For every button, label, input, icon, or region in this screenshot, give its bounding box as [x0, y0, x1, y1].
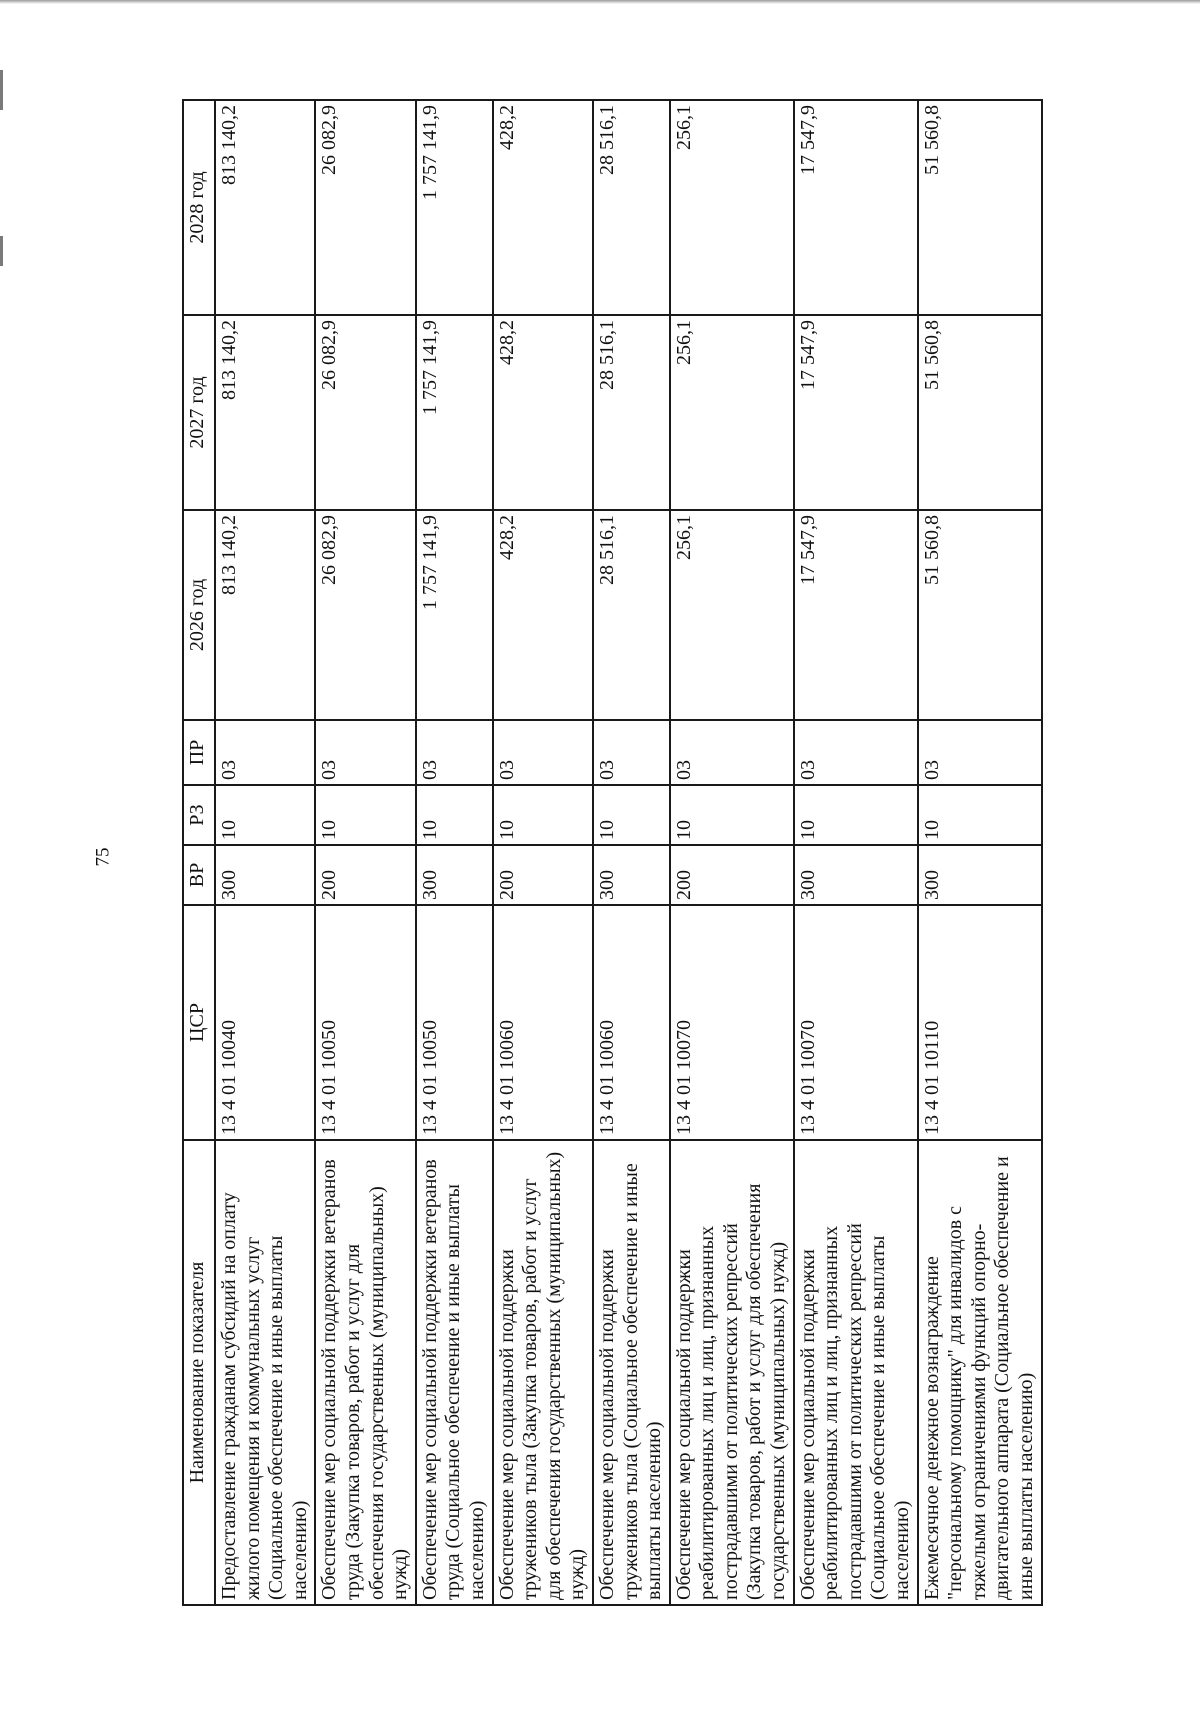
cell-csr: 13 4 01 10110 — [918, 905, 1042, 1140]
cell-2027: 17 547,9 — [794, 315, 918, 510]
header-2027: 2027 год — [183, 315, 215, 510]
cell-pr: 03 — [493, 720, 593, 785]
cell-2026: 26 082,9 — [315, 510, 415, 720]
cell-pr: 03 — [416, 720, 493, 785]
cell-2027: 1 757 141,9 — [416, 315, 493, 510]
table-row — [215, 100, 315, 1605]
table-row — [794, 100, 918, 1605]
rotated-table-container — [182, 101, 1132, 1606]
cell-vr: 300 — [593, 845, 670, 905]
cell-2028: 428,2 — [493, 100, 593, 315]
cell-csr: 13 4 01 10070 — [794, 905, 918, 1140]
cell-csr: 13 4 01 10050 — [315, 905, 415, 1140]
cell-pr: 03 — [315, 720, 415, 785]
cell-2027: 428,2 — [493, 315, 593, 510]
page-number: 75 — [92, 847, 114, 867]
table-row — [416, 100, 493, 1605]
cell-pr: 03 — [593, 720, 670, 785]
header-rz: РЗ — [183, 785, 215, 845]
cell-2026: 428,2 — [493, 510, 593, 720]
scan-edge-top — [0, 0, 1200, 4]
cell-pr: 03 — [215, 720, 315, 785]
scan-edge-mark — [0, 236, 3, 266]
cell-vr: 300 — [794, 845, 918, 905]
header-vr: ВР — [183, 845, 215, 905]
cell-name: Обеспечение мер социальной поддержки тружеников тыла (Закупка товаров, работ и услуг для обеспечения государственных (муниципальных) нужд) — [493, 1140, 593, 1605]
cell-vr: 300 — [215, 845, 315, 905]
cell-csr: 13 4 01 10060 — [593, 905, 670, 1140]
cell-2028: 813 140,2 — [215, 100, 315, 315]
cell-vr: 200 — [315, 845, 415, 905]
header-2026: 2026 год — [183, 510, 215, 720]
cell-2027: 813 140,2 — [215, 315, 315, 510]
table-row — [493, 100, 593, 1605]
cell-2028: 256,1 — [670, 100, 794, 315]
cell-pr: 03 — [794, 720, 918, 785]
cell-2026: 256,1 — [670, 510, 794, 720]
cell-pr: 03 — [918, 720, 1042, 785]
cell-rz: 10 — [918, 785, 1042, 845]
cell-csr: 13 4 01 10060 — [493, 905, 593, 1140]
cell-2028: 51 560,8 — [918, 100, 1042, 315]
cell-rz: 10 — [593, 785, 670, 845]
cell-2026: 1 757 141,9 — [416, 510, 493, 720]
cell-2027: 51 560,8 — [918, 315, 1042, 510]
cell-rz: 10 — [670, 785, 794, 845]
header-pr: ПР — [183, 720, 215, 785]
table-header-row — [183, 100, 215, 1605]
cell-pr: 03 — [670, 720, 794, 785]
cell-csr: 13 4 01 10050 — [416, 905, 493, 1140]
cell-csr: 13 4 01 10070 — [670, 905, 794, 1140]
cell-rz: 10 — [315, 785, 415, 845]
cell-name: Обеспечение мер социальной поддержки реабилитированных лиц и лиц, признанных пострадавшими от политических репрессий (Социальное обеспечение и иные выплаты населению) — [794, 1140, 918, 1605]
table-row — [315, 100, 415, 1605]
cell-2026: 51 560,8 — [918, 510, 1042, 720]
cell-vr: 300 — [416, 845, 493, 905]
header-csr: ЦСР — [183, 905, 215, 1140]
cell-rz: 10 — [416, 785, 493, 845]
cell-rz: 10 — [794, 785, 918, 845]
cell-name: Обеспечение мер социальной поддержки реабилитированных лиц и лиц, признанных пострадавшими от политических репрессий (Закупка товаров, работ и услуг для обеспечения государственных (муниципальных) нужд) — [670, 1140, 794, 1605]
cell-name: Обеспечение мер социальной поддержки тружеников тыла (Социальное обеспечение и иные выплаты населению) — [593, 1140, 670, 1605]
cell-2026: 17 547,9 — [794, 510, 918, 720]
cell-rz: 10 — [493, 785, 593, 845]
cell-2027: 28 516,1 — [593, 315, 670, 510]
cell-csr: 13 4 01 10040 — [215, 905, 315, 1140]
header-2028: 2028 год — [183, 100, 215, 315]
cell-2027: 26 082,9 — [315, 315, 415, 510]
budget-table — [182, 99, 1043, 1606]
cell-rz: 10 — [215, 785, 315, 845]
cell-name: Ежемесячное денежное вознаграждение "персональному помощнику" для инвалидов с тяжелыми ограничениями функций опорно-двигательного аппарата (Социальное обеспечение и иные выплаты населению) — [918, 1140, 1042, 1605]
cell-name: Обеспечение мер социальной поддержки ветеранов труда (Закупка товаров, работ и услуг для обеспечения государственных (муниципальных) нужд) — [315, 1140, 415, 1605]
cell-vr: 200 — [493, 845, 593, 905]
cell-2026: 28 516,1 — [593, 510, 670, 720]
cell-2028: 26 082,9 — [315, 100, 415, 315]
cell-vr: 200 — [670, 845, 794, 905]
table-row — [918, 100, 1042, 1605]
cell-2028: 28 516,1 — [593, 100, 670, 315]
cell-2028: 17 547,9 — [794, 100, 918, 315]
cell-2027: 256,1 — [670, 315, 794, 510]
scan-edge-mark — [0, 70, 3, 110]
cell-vr: 300 — [918, 845, 1042, 905]
header-name: Наименование показателя — [183, 1140, 215, 1605]
cell-2028: 1 757 141,9 — [416, 100, 493, 315]
table-row — [593, 100, 670, 1605]
cell-name: Предоставление гражданам субсидий на оплату жилого помещения и коммунальных услуг (Социальное обеспечение и иные выплаты населению) — [215, 1140, 315, 1605]
table-row — [670, 100, 794, 1605]
cell-2026: 813 140,2 — [215, 510, 315, 720]
cell-name: Обеспечение мер социальной поддержки ветеранов труда (Социальное обеспечение и иные выплаты населению) — [416, 1140, 493, 1605]
